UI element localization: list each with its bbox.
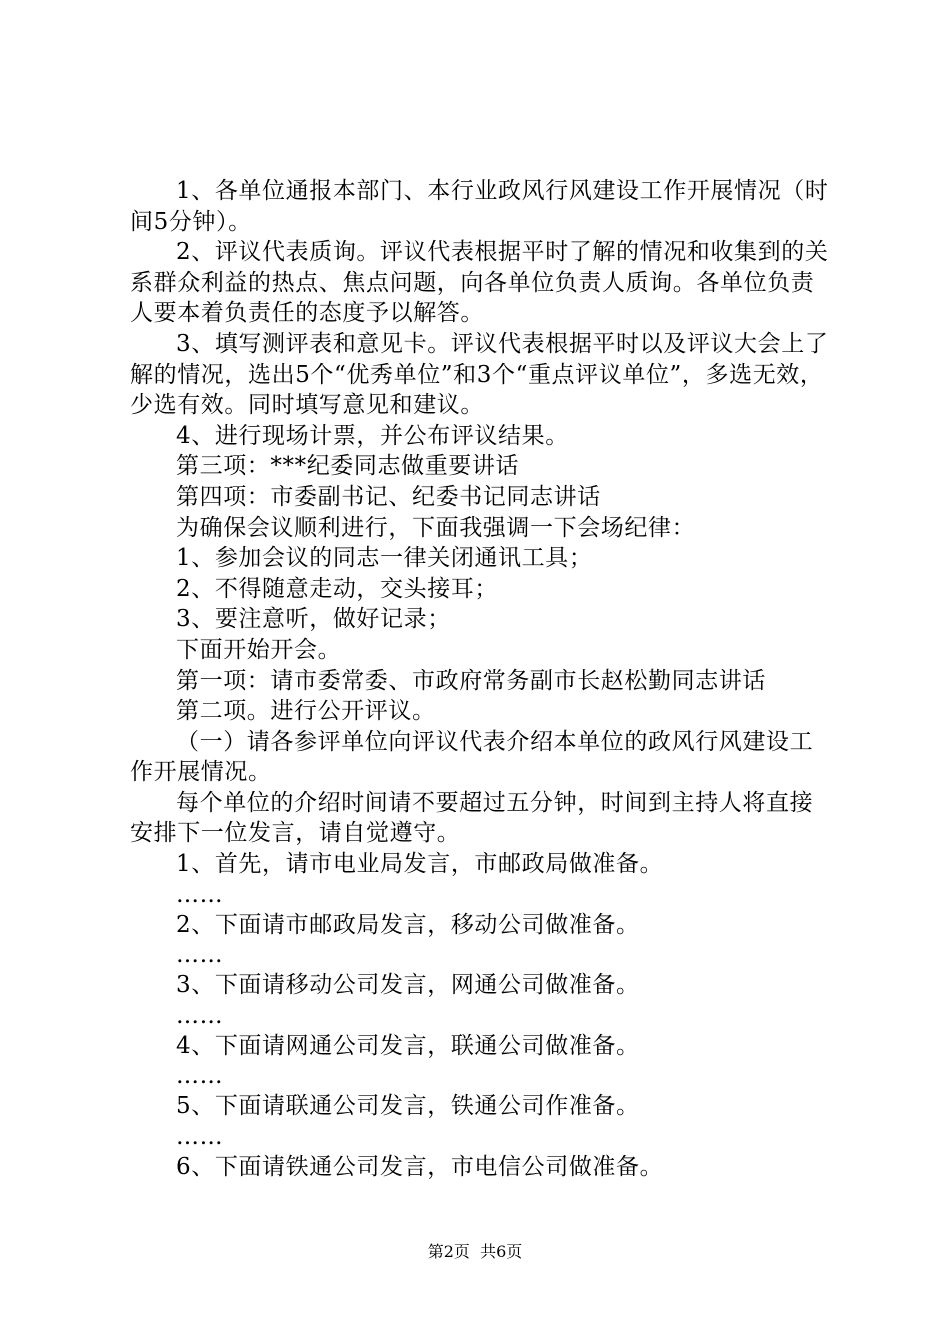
paragraph-item-two: 第二项。进行公开评议。: [176, 698, 436, 725]
paragraph-discipline-intro: 为确保会议顺利进行，下面我强调一下会场纪律：: [176, 514, 696, 541]
paragraph-ellipsis-3: ……: [176, 1002, 224, 1029]
paragraph-speaker-1: 1、首先，请市电业局发言，市邮政局做准备。: [176, 851, 664, 878]
page-footer: [0, 1242, 950, 1262]
paragraph-ellipsis-4: ……: [176, 1063, 224, 1090]
paragraph-speaker-2: 2、下面请市邮政局发言，移动公司做准备。: [176, 911, 640, 938]
paragraph-ellipsis-5: ……: [176, 1124, 224, 1151]
paragraph-speaker-3: 3、下面请移动公司发言，网通公司做准备。: [176, 972, 640, 999]
paragraph-ellipsis-1: ……: [176, 881, 224, 908]
page-total: 共6页: [480, 1242, 523, 1261]
page-number: 第2页: [427, 1242, 470, 1261]
footer-spacer: [470, 1242, 480, 1261]
paragraph-item-one: 第一项：请市委常委、市政府常务副市长赵松勤同志讲话: [176, 667, 766, 694]
paragraph-speaker-4: 4、下面请网通公司发言，联通公司做准备。: [176, 1032, 640, 1059]
paragraph-meeting-start: 下面开始开会。: [176, 636, 342, 663]
paragraph-vote-count: 4、进行现场计票，并公布评议结果。: [176, 422, 569, 449]
paragraph-item-four: 第四项：市委副书记、纪委书记同志讲话: [176, 483, 601, 510]
paragraph-speaker-6: 6、下面请铁通公司发言，市电信公司做准备。: [176, 1154, 664, 1181]
document-body: [130, 176, 832, 1183]
paragraph-inquiry: 2、评议代表质询。评议代表根据平时了解的情况和收集到的关系群众利益的热点、焦点问题，向各单位负责人质询。各单位负责人要本着负责任的态度予以解答。: [130, 239, 829, 327]
paragraph-ellipsis-2: ……: [176, 942, 224, 969]
paragraph-speaker-5: 5、下面请联通公司发言，铁通公司作准备。: [176, 1093, 640, 1120]
paragraph-rule-3: 3、要注意听，做好记录；: [176, 606, 451, 633]
paragraph-item-three: 第三项：***纪委同志做重要讲话: [176, 453, 520, 480]
paragraph-time-limit: 每个单位的介绍时间请不要超过五分钟，时间到主持人将直接安排下一位发言，请自觉遵守。: [130, 789, 814, 847]
paragraph-section-one: （一）请各参评单位向评议代表介绍本单位的政风行风建设工作开展情况。: [130, 728, 814, 786]
paragraph-rule-1: 1、参加会议的同志一律关闭通讯工具；: [176, 545, 593, 572]
paragraph-evaluation-form: 3、填写测评表和意见卡。评议代表根据平时以及评议大会上了解的情况，选出5个“优秀单位”和3个“重点评议单位”，多选无效，少选有效。同时填写意见和建议。: [130, 330, 829, 419]
paragraph-report: 1、各单位通报本部门、本行业政风行风建设工作开展情况（时间5分钟）。: [130, 178, 829, 235]
paragraph-rule-2: 2、不得随意走动，交头接耳；: [176, 575, 499, 602]
